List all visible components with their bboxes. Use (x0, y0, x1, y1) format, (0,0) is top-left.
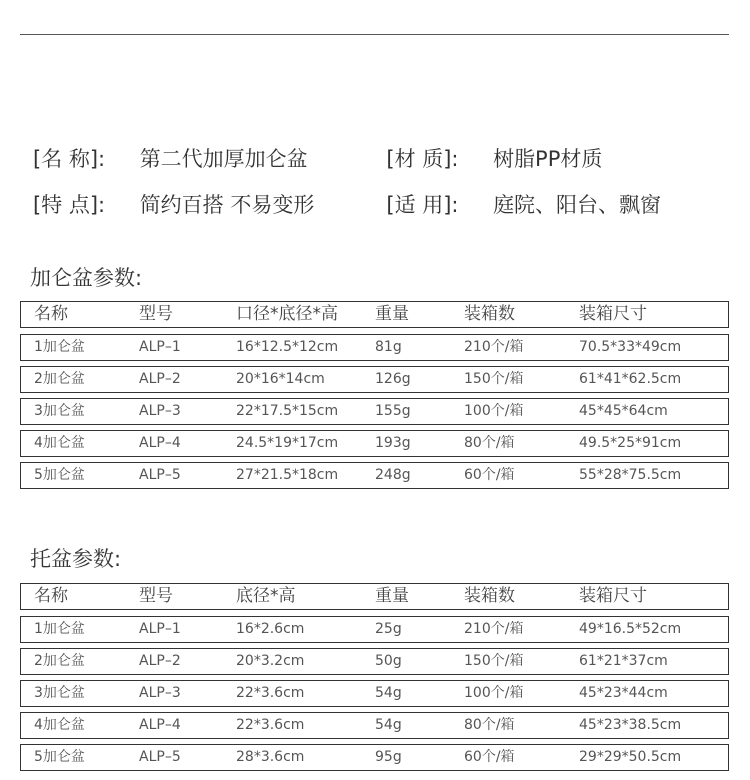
cell-model: ALP–3 (139, 685, 181, 701)
header-dimensions: 底径*高 (236, 586, 296, 606)
table-row (20, 712, 729, 739)
cell-qty-per-box: 80个/箱 (464, 435, 515, 451)
cell-qty-per-box: 100个/箱 (464, 403, 524, 419)
cell-weight: 54g (375, 685, 402, 701)
cell-weight: 81g (375, 339, 402, 355)
cell-qty-per-box: 80个/箱 (464, 717, 515, 733)
cell-name: 3加仑盆 (34, 685, 85, 701)
feature-value: 简约百搭 不易变形 (139, 193, 315, 217)
cell-dimensions: 28*3.6cm (236, 749, 305, 765)
table-row (20, 334, 729, 361)
info-row-2 (33, 189, 661, 219)
cell-dimensions: 22*3.6cm (236, 717, 305, 733)
usage-value: 庭院、阳台、飘窗 (493, 193, 662, 217)
cell-dimensions: 24.5*19*17cm (236, 435, 339, 451)
cell-model: ALP–1 (139, 339, 181, 355)
header-qty-per-box: 装箱数 (464, 304, 515, 324)
cell-model: ALP–2 (139, 653, 181, 669)
material-label: [材 质]: (386, 147, 459, 171)
cell-model: ALP–1 (139, 621, 181, 637)
cell-dimensions: 20*3.2cm (236, 653, 305, 669)
cell-model: ALP–5 (139, 749, 181, 765)
cell-name: 3加仑盆 (34, 403, 85, 419)
cell-name: 1加仑盆 (34, 621, 85, 637)
cell-name: 2加仑盆 (34, 653, 85, 669)
cell-model: ALP–2 (139, 371, 181, 387)
cell-box-size: 45*45*64cm (579, 403, 668, 419)
cell-weight: 95g (375, 749, 402, 765)
table2-title: 托盆参数: (30, 547, 122, 571)
cell-box-size: 29*29*50.5cm (579, 749, 682, 765)
cell-model: ALP–3 (139, 403, 181, 419)
table-row (20, 616, 729, 643)
cell-name: 5加仑盆 (34, 467, 85, 483)
table-row (20, 430, 729, 457)
table-row (20, 462, 729, 489)
cell-name: 2加仑盆 (34, 371, 85, 387)
cell-qty-per-box: 210个/箱 (464, 621, 524, 637)
header-dimensions: 口径*底径*高 (236, 304, 338, 324)
table-row (20, 366, 729, 393)
header-model: 型号 (139, 586, 173, 606)
cell-qty-per-box: 60个/箱 (464, 467, 515, 483)
usage-label: [适 用]: (386, 193, 459, 217)
header-weight: 重量 (375, 304, 409, 324)
cell-dimensions: 22*3.6cm (236, 685, 305, 701)
cell-dimensions: 22*17.5*15cm (236, 403, 339, 419)
name-label: [名 称]: (33, 147, 106, 171)
cell-box-size: 61*41*62.5cm (579, 371, 682, 387)
table-row (20, 648, 729, 675)
cell-box-size: 49.5*25*91cm (579, 435, 682, 451)
cell-model: ALP–4 (139, 717, 181, 733)
cell-box-size: 49*16.5*52cm (579, 621, 682, 637)
header-box-size: 装箱尺寸 (579, 586, 647, 606)
table-row (20, 398, 729, 425)
cell-box-size: 45*23*38.5cm (579, 717, 682, 733)
feature-label: [特 点]: (33, 193, 106, 217)
cell-weight: 155g (375, 403, 411, 419)
cell-weight: 50g (375, 653, 402, 669)
table-row (20, 680, 729, 707)
cell-weight: 248g (375, 467, 411, 483)
cell-dimensions: 16*12.5*12cm (236, 339, 339, 355)
table1-title: 加仑盆参数: (30, 266, 143, 290)
cell-qty-per-box: 210个/箱 (464, 339, 524, 355)
header-qty-per-box: 装箱数 (464, 586, 515, 606)
header-name: 名称 (34, 586, 68, 606)
cell-qty-per-box: 150个/箱 (464, 653, 524, 669)
cell-name: 4加仑盆 (34, 435, 85, 451)
cell-name: 5加仑盆 (34, 749, 85, 765)
cell-dimensions: 27*21.5*18cm (236, 467, 339, 483)
table-row (20, 744, 729, 771)
table-header-row (20, 583, 729, 610)
name-value: 第二代加厚加仑盆 (139, 147, 308, 171)
cell-weight: 126g (375, 371, 411, 387)
material-value: 树脂PP材质 (493, 147, 603, 171)
cell-name: 4加仑盆 (34, 717, 85, 733)
cell-box-size: 61*21*37cm (579, 653, 668, 669)
cell-weight: 54g (375, 717, 402, 733)
cell-qty-per-box: 150个/箱 (464, 371, 524, 387)
header-weight: 重量 (375, 586, 409, 606)
header-box-size: 装箱尺寸 (579, 304, 647, 324)
cell-qty-per-box: 60个/箱 (464, 749, 515, 765)
cell-box-size: 70.5*33*49cm (579, 339, 682, 355)
header-model: 型号 (139, 304, 173, 324)
header-name: 名称 (34, 304, 68, 324)
cell-box-size: 45*23*44cm (579, 685, 668, 701)
cell-weight: 25g (375, 621, 402, 637)
cell-box-size: 55*28*75.5cm (579, 467, 682, 483)
cell-dimensions: 16*2.6cm (236, 621, 305, 637)
cell-model: ALP–5 (139, 467, 181, 483)
cell-qty-per-box: 100个/箱 (464, 685, 524, 701)
table-header-row (20, 301, 729, 328)
cell-dimensions: 20*16*14cm (236, 371, 325, 387)
cell-weight: 193g (375, 435, 411, 451)
cell-name: 1加仑盆 (34, 339, 85, 355)
info-row-1 (33, 143, 602, 173)
top-divider (20, 34, 729, 35)
cell-model: ALP–4 (139, 435, 181, 451)
